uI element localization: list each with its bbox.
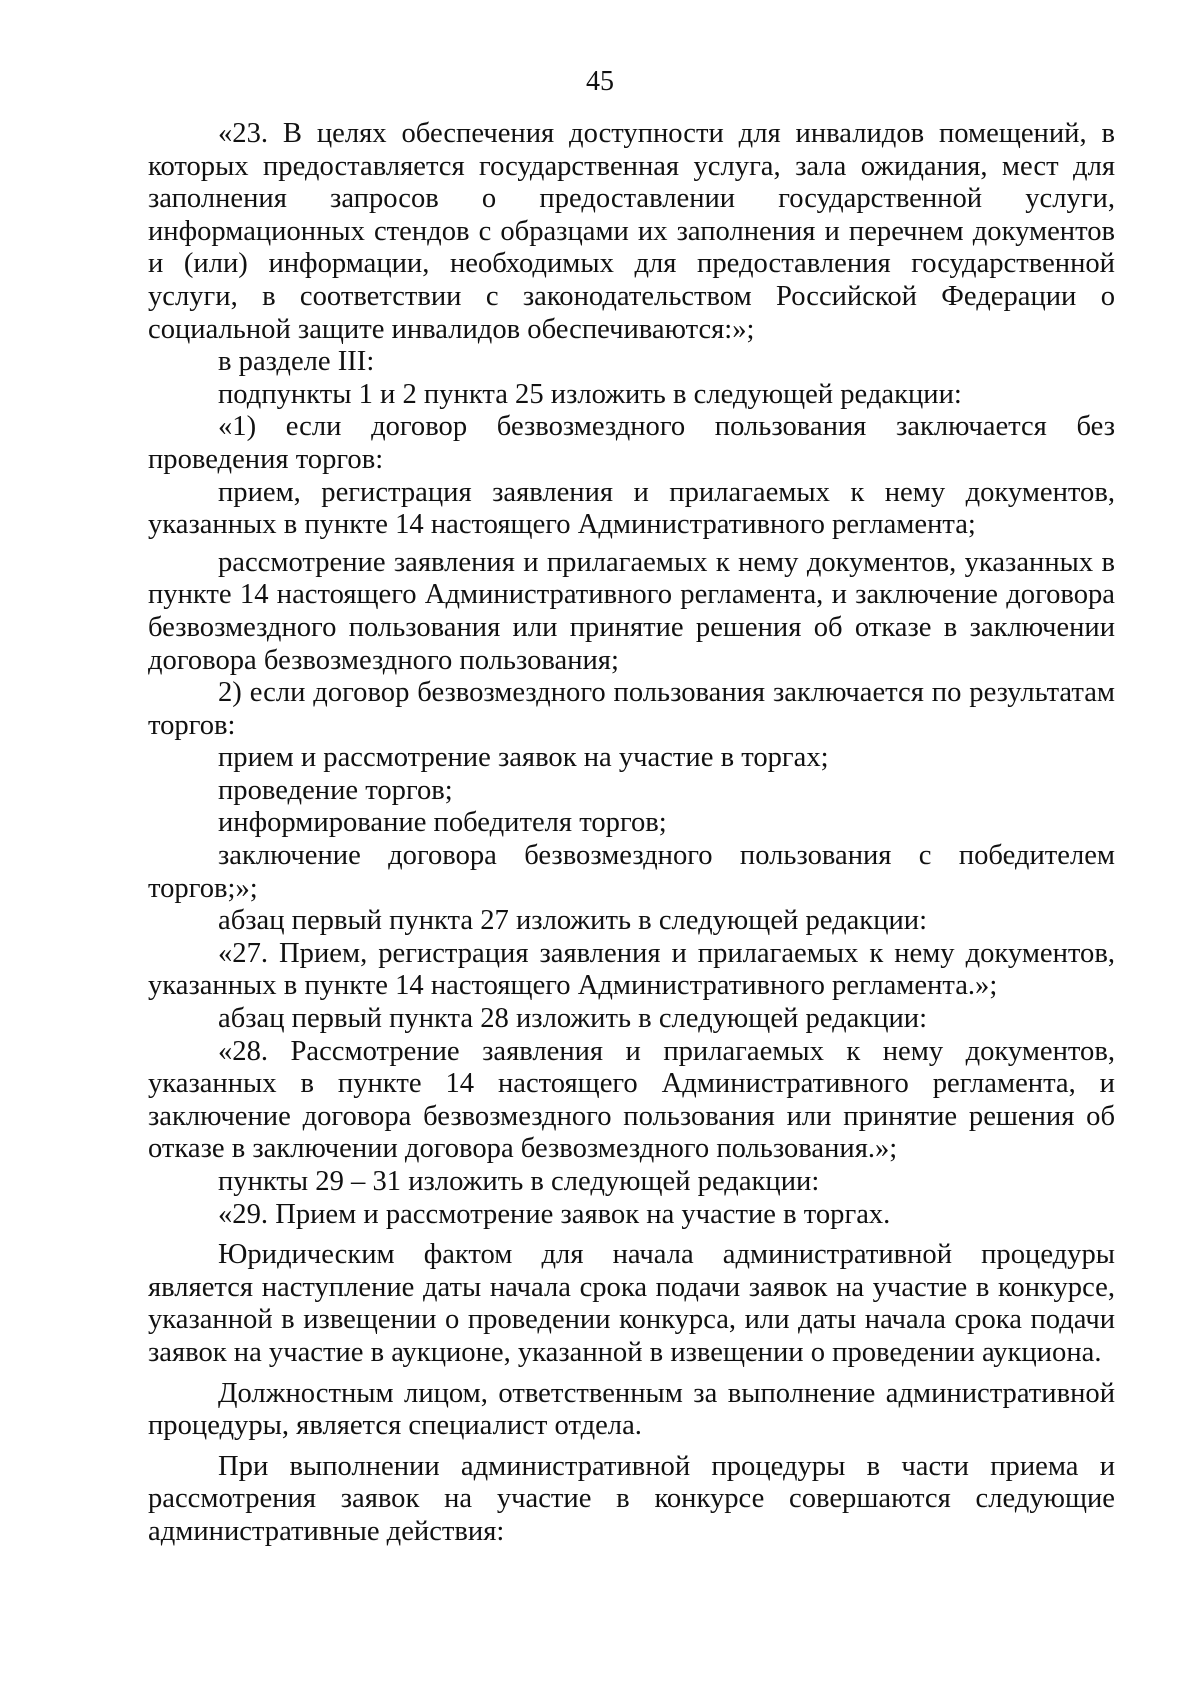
paragraph-amend-25: подпункты 1 и 2 пункта 25 изложить в следующей редакции: [218, 378, 962, 410]
paragraph-inform-winner: информирование победителя торгов; [218, 807, 667, 839]
paragraph-subitem-2: 2) если договор безвозмездного пользования заключается по результатам торгов: [148, 677, 1115, 741]
paragraph-item-29: «29. Прием и рассмотрение заявок на участие в торгах. [218, 1198, 891, 1230]
document-body [148, 118, 1115, 1549]
page-number: 45 [586, 66, 614, 97]
paragraph-item-28: «28. Рассмотрение заявления и прилагаемых к нему документов, указанных в пункте 14 настоящего Административного регламента, и заключение договора безвозмездного пользования или принятие решения об отказе в заключении договора безвозмездного пользования.»; [148, 1035, 1115, 1165]
paragraph-bids: прием и рассмотрение заявок на участие в торгах; [218, 742, 829, 774]
paragraph-contract-winner: заключение договора безвозмездного пользования с победителем торгов;»; [148, 840, 1115, 904]
paragraph-amend-28: абзац первый пункта 28 изложить в следующей редакции: [218, 1003, 928, 1035]
paragraph-section-iii: в разделе III: [218, 346, 375, 378]
paragraph-subitem-1: «1) если договор безвозмездного пользования заключается без проведения торгов: [148, 411, 1115, 475]
paragraph-legal-fact: Юридическим фактом для начала административной процедуры является наступление даты начала срока подачи заявок на участие в конкурсе, указанной в извещении о проведении конкурса, или даты начала срока подачи заявок на участие в аукционе, указанной в извещении о проведении аукциона. [148, 1239, 1115, 1368]
paragraph-actions: При выполнении административной процедуры в части приема и рассмотрения заявок на участие в конкурсе совершаются следующие административные действия: [148, 1450, 1115, 1547]
paragraph-item-27: «27. Прием, регистрация заявления и прилагаемых к нему документов, указанных в пункте 14 настоящего Административного регламента.»; [148, 937, 1115, 1002]
paragraph-amend-29-31: пункты 29 – 31 изложить в следующей редакции: [218, 1166, 820, 1197]
paragraph-amend-27: абзац первый пункта 27 изложить в следующей редакции: [218, 905, 928, 937]
paragraph-consideration: рассмотрение заявления и прилагаемых к нему документов, указанных в пункте 14 настоящего Административного регламента, и заключение договора безвозмездного пользования или принятие решения об отказе в заключении договора безвозмездного пользования; [148, 546, 1115, 676]
paragraph-auction: проведение торгов; [218, 774, 453, 806]
paragraph-item-23: «23. В целях обеспечения доступности для инвалидов помещений, в которых предоставляется государственная услуга, зала ожидания, мест для заполнения запросов о предоставлении государственной услуги, информационных стендов с образцами их заполнения и перечнем документов и (или) информации, необходимых для предоставления государственной услуги, в соответствии с законодательством Российской Федерации о социальной защите инвалидов обеспечиваются:»; [148, 118, 1115, 345]
paragraph-responsible-official: Должностным лицом, ответственным за выполнение административной процедуры, является специалист отдела. [148, 1377, 1115, 1442]
paragraph-registration: прием, регистрация заявления и прилагаемых к нему документов, указанных в пункте 14 настоящего Административного регламента; [148, 476, 1115, 541]
